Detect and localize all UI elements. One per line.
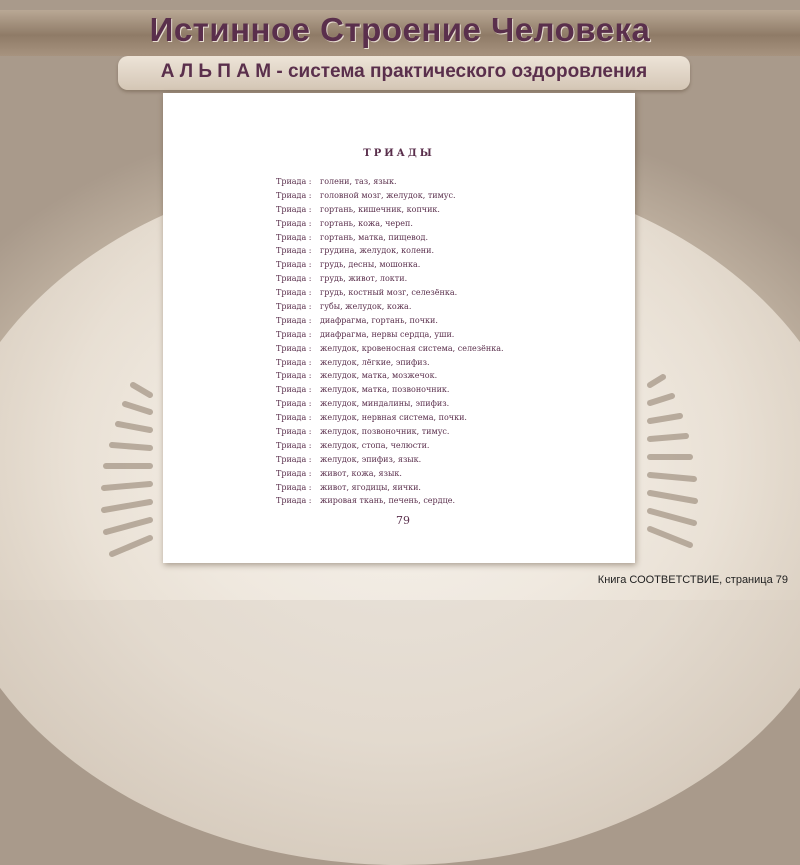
triad-row — [276, 397, 504, 411]
triad-text: губы, желудок, кожа. — [320, 302, 412, 312]
triad-label: Триада : — [276, 329, 312, 339]
triad-row — [276, 467, 504, 481]
triad-label: Триада : — [276, 288, 312, 298]
page-title: Истинное Строение Человека — [149, 11, 651, 48]
triad-text: головной мозг, желудок, тимус. — [320, 190, 456, 200]
triad-text: желудок, стопа, челюсти. — [320, 440, 430, 450]
triad-row — [276, 244, 504, 258]
triad-text: грудь, живот, локти. — [320, 274, 408, 284]
page-subtitle: А Л Ь П А М - система практического оздоровления — [160, 61, 648, 82]
triad-label: Триада : — [276, 371, 312, 381]
triad-label: Триада : — [276, 246, 312, 256]
triad-row — [276, 411, 504, 425]
triad-row — [276, 258, 504, 272]
triad-row — [276, 231, 504, 245]
triad-text: желудок, лёгкие, эпифиз. — [320, 357, 430, 367]
triad-label: Триада : — [276, 302, 312, 312]
triad-label: Триада : — [276, 454, 312, 464]
triad-label: Триада : — [276, 413, 312, 423]
triad-text: грудина, желудок, колени. — [320, 246, 435, 256]
triad-text: желудок, позвоночник, тимус. — [320, 427, 450, 437]
triad-label: Триада : — [276, 177, 312, 186]
triad-row — [276, 300, 504, 314]
triad-label: Триада : — [276, 427, 312, 437]
triad-row — [276, 369, 504, 383]
triad-row — [276, 383, 504, 397]
triad-row — [276, 328, 504, 342]
triad-row — [276, 425, 504, 439]
triad-label: Триада : — [276, 218, 312, 228]
triad-label: Триада : — [276, 482, 312, 492]
triad-text: гортань, кожа, череп. — [320, 218, 413, 228]
triad-label: Триада : — [276, 357, 312, 367]
triad-label: Триада : — [276, 315, 312, 325]
triad-row — [276, 453, 504, 467]
triad-row — [276, 203, 504, 217]
triad-list — [276, 175, 504, 508]
triad-text: желудок, матка, мозжечок. — [320, 371, 438, 381]
triad-text: грудь, десны, мошонка. — [320, 260, 421, 270]
triad-text: желудок, миндалины, эпифиз. — [320, 399, 450, 409]
triad-row — [276, 439, 504, 453]
triad-label: Триада : — [276, 385, 312, 395]
triad-label: Триада : — [276, 440, 312, 450]
triad-text: гортань, кишечник, копчик. — [320, 204, 440, 214]
triad-label: Триада : — [276, 468, 312, 478]
triad-label: Триада : — [276, 496, 312, 506]
triad-label: Триада : — [276, 274, 312, 284]
triad-text: желудок, нервная система, почки. — [320, 413, 467, 423]
book-page-scan — [163, 93, 635, 563]
triad-row — [276, 314, 504, 328]
triad-row — [276, 342, 504, 356]
triad-row — [276, 494, 504, 508]
triad-row — [276, 189, 504, 203]
triad-text: голени, таз, язык. — [320, 177, 397, 186]
triad-text: диафрагма, нервы сердца, уши. — [320, 329, 455, 339]
triad-row — [276, 481, 504, 495]
triad-row — [276, 286, 504, 300]
triad-row — [276, 356, 504, 370]
triad-text: диафрагма, гортань, почки. — [320, 315, 438, 325]
page-number: 79 — [396, 514, 410, 527]
page-heading: ТРИАДЫ — [363, 148, 435, 159]
triad-text: живот, ягодицы, яички. — [320, 482, 421, 492]
triad-label: Триада : — [276, 232, 312, 242]
triad-row — [276, 272, 504, 286]
triad-label: Триада : — [276, 204, 312, 214]
footer-caption: Книга СООТВЕТСТВИЕ, страница 79 — [597, 574, 788, 586]
triad-text: грудь, костный мозг, селезёнка. — [320, 288, 458, 298]
triad-label: Триада : — [276, 260, 312, 270]
triad-text: желудок, матка, позвоночник. — [320, 385, 450, 395]
triad-text: живот, кожа, язык. — [320, 468, 402, 478]
triad-text: желудок, эпифиз, язык. — [320, 454, 422, 464]
triad-label: Триада : — [276, 190, 312, 200]
triad-row — [276, 175, 504, 189]
triad-label: Триада : — [276, 343, 312, 353]
triad-text: гортань, матка, пищевод. — [320, 232, 428, 242]
triad-label: Триада : — [276, 399, 312, 409]
triad-row — [276, 217, 504, 231]
triad-text: желудок, кровеносная система, селезёнка. — [320, 343, 504, 353]
triad-text: жировая ткань, печень, сердце. — [320, 496, 456, 506]
